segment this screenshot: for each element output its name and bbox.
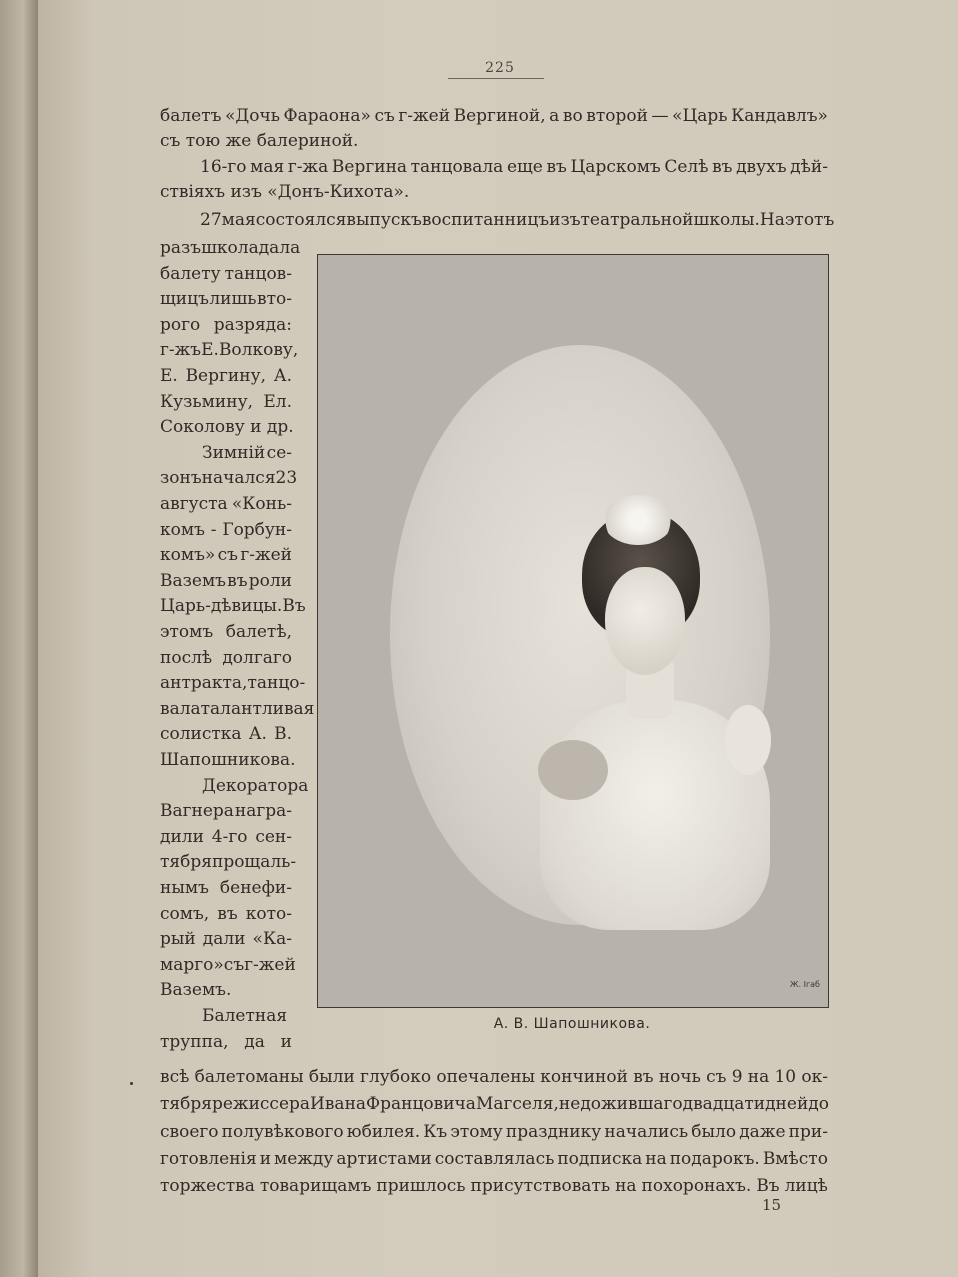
word: выпускъ [346,210,422,230]
text-line-bottom [160,1118,828,1146]
word: Балетная [202,1006,288,1026]
word: антракта, [160,673,248,693]
word: — [651,106,669,126]
word: на [615,1176,637,1196]
word: режиссера [211,1094,311,1114]
portrait-sleeve-right [725,705,771,775]
text-line-column [160,848,297,876]
word: 27 [200,210,222,230]
word: этому [450,1122,503,1142]
word: артистами [336,1149,432,1169]
word: сомъ, [160,904,210,924]
word: этомъ [160,622,214,642]
word: второй [586,106,648,126]
word: съ [217,545,238,565]
word: «Дочь [225,106,280,126]
word: Соколову и др. [160,417,294,437]
word: школа [201,238,259,258]
word: роли [248,571,292,591]
word: 23 [275,468,298,488]
word: еще [506,157,543,177]
word: Вергину, [185,366,266,386]
word: Ел. [263,392,292,412]
word: 9 [731,1067,743,1087]
word: Къ [423,1122,448,1142]
text-line-column [160,541,292,569]
word: А. [248,724,267,744]
text-line-column [160,464,298,492]
word: 4-го [211,827,248,847]
word: подписка [557,1149,643,1169]
text-line-column [160,516,292,544]
word: Магселя, [475,1094,559,1114]
portrait-sleeve-left [538,740,608,800]
word: балетоманы [194,1067,304,1087]
word: товарищамъ [259,1176,372,1196]
margin-mark [130,1082,133,1085]
text-line-top [160,178,828,206]
text-line-column [160,797,292,825]
word: г-жей [398,106,451,126]
text-line-column [160,644,292,672]
text-line-bottom [160,1145,828,1173]
word: театральной [580,210,694,230]
portrait-photo [317,254,829,1008]
word: двухъ [736,157,787,177]
word: - [210,520,217,540]
word: г-жа [287,157,329,177]
word: Е. [160,366,178,386]
word: рый [160,929,196,949]
word: комъ» [160,545,216,565]
word: балету [160,264,221,284]
text-line-column [160,490,292,518]
word: въ [633,1067,654,1087]
word: даже [739,1122,786,1142]
word: Вергиной, [453,106,546,126]
word: вто- [257,289,292,309]
word: Вагнера [160,801,234,821]
word: дили [160,827,204,847]
word: во [562,106,583,126]
word: дожившаго [580,1094,683,1114]
word: На [759,210,785,230]
word: тября [160,852,212,872]
text-line-column [160,1002,292,1030]
word: бенефи- [219,878,292,898]
word: начался [201,468,276,488]
word: комъ [160,520,205,540]
word: на [645,1149,667,1169]
word: нымъ [160,878,209,898]
word: Ивана [310,1094,367,1114]
word: Въ [756,1176,780,1196]
text-line-column [160,823,292,851]
word: августа [160,494,228,514]
text-line-top [160,102,828,130]
word: юбилея. [346,1122,421,1142]
text-line-column [160,1028,292,1056]
word: ночь [658,1067,701,1087]
photographer-signature: Ж. Ігаб [789,980,820,989]
word: Кузьмину, [160,392,253,412]
word: своего [160,1122,219,1142]
text-line-column [160,439,292,467]
word: состоялся [255,210,347,230]
word: воспитанницъ [421,210,550,230]
word: на [747,1067,770,1087]
word: А. [273,366,292,386]
word: марго» [160,955,224,975]
word: вала [160,699,201,719]
word: ствіяхъ изъ «Донъ-Кихота». [160,182,410,202]
word: въ [712,157,733,177]
word: «Ка- [252,929,292,949]
word: разряда: [213,315,292,335]
word: танцо- [247,673,306,693]
word: Въ [282,596,306,616]
word: разъ [160,238,202,258]
word: Кандавлъ» [731,106,828,126]
word: г-жей [244,955,296,975]
word: при- [788,1122,828,1142]
text-line-column [160,592,306,620]
word: Селѣ [664,157,709,177]
word: мая [250,157,285,177]
word: этотъ [784,210,835,230]
text-line-column [160,772,309,800]
word: Ваземъ [160,571,226,591]
word: присутствовать [470,1176,611,1196]
page-number: 225 [485,60,515,76]
word: Ваземъ. [160,980,232,1000]
text-line-top [160,127,828,155]
text-line-bottom [160,1063,828,1091]
word: не [558,1094,581,1114]
word: 10 [774,1067,797,1087]
text-line-column [160,976,292,1004]
word: а [549,106,560,126]
word: похоронахъ. [641,1176,752,1196]
word: да [244,1032,265,1052]
text-line-column [160,925,292,953]
text-line-column [160,669,306,697]
word: между [274,1149,334,1169]
word: дѣй- [790,157,828,177]
word: изъ [549,210,581,230]
word: танцов- [224,264,292,284]
word: Е. [201,340,219,360]
text-line-column [160,695,315,723]
text-line-column [160,388,292,416]
word: въ [227,571,248,591]
word: «Конь- [231,494,292,514]
sheet-signature-number: 15 [762,1196,782,1214]
word: балетъ [160,106,222,126]
word: сен- [255,827,292,847]
text-line-column [160,746,296,774]
text-line-column [160,900,292,928]
word: торжества [160,1176,255,1196]
word: пришлось [376,1176,466,1196]
text-line-column [160,260,292,288]
text-line-column [160,413,292,441]
word: въ [546,157,567,177]
word: лишь [209,289,257,309]
book-gutter [0,0,38,1277]
text-line-top [200,153,828,181]
portrait-oval-vignette [390,345,770,925]
text-line-column [160,336,299,364]
word: въ [217,904,238,924]
word: 16-го [200,157,247,177]
word: тября [160,1094,212,1114]
word: прощаль- [211,852,297,872]
text-line-column [160,874,292,902]
word: было [691,1122,737,1142]
word: кото- [245,904,292,924]
word: съ тою же балериной. [160,131,359,151]
word: г-жъ [160,340,202,360]
word: Царь-дѣвицы. [160,596,283,616]
word: зонъ [160,468,202,488]
word: кончиной [540,1067,628,1087]
word: дней [765,1094,809,1114]
word: щицъ [160,289,209,309]
word: дала [258,238,301,258]
portrait-hair-flower [603,495,673,545]
word: «Царь [672,106,728,126]
word: послѣ [160,648,213,668]
text-line-column [160,311,292,339]
word: всѣ [160,1067,190,1087]
photo-caption: А. В. Шапошникова. [493,1016,651,1032]
text-line-column [160,362,292,390]
word: подарокъ. [669,1149,760,1169]
word: В. [274,724,292,744]
word: и [259,1149,272,1169]
word: Вергина [331,157,408,177]
text-line-column [160,285,292,313]
text-line-column [160,234,301,262]
word: были [308,1067,355,1087]
word: до [808,1094,829,1114]
word: труппа, [160,1032,229,1052]
word: глубоко [360,1067,432,1087]
word: составлялась [434,1149,555,1169]
word: дали [202,929,246,949]
word: съ [706,1067,727,1087]
word: и [280,1032,292,1052]
word: Волкову, [218,340,299,360]
word: лицѣ [784,1176,828,1196]
word: начались [604,1122,689,1142]
word: Декоратора [202,776,309,796]
word: Шапошникова. [160,750,296,770]
word: Царскомъ [570,157,661,177]
word: мая [221,210,256,230]
word: съ [223,955,245,975]
text-line-column [160,618,292,646]
word: Горбун- [222,520,292,540]
word: г-жей [240,545,292,565]
word: опечалены [436,1067,536,1087]
word: готовленія [160,1149,257,1169]
word: Францовича [366,1094,476,1114]
word: долгаго [222,648,292,668]
word: празднику [505,1122,602,1142]
page-number-rule [448,78,544,79]
portrait-face [605,567,685,675]
word: балетѣ, [225,622,292,642]
word: талантливая [200,699,315,719]
word: школы. [693,210,760,230]
word: рого [160,315,201,335]
text-line-column [160,567,292,595]
word: танцовала [410,157,504,177]
word: полувѣкового [221,1122,344,1142]
word: двадцати [682,1094,766,1114]
word: Фараона» [283,106,371,126]
word: се- [266,443,292,463]
text-line-top [200,206,835,234]
word: Зимній [202,443,266,463]
text-line-column [160,951,296,979]
word: солистка [160,724,242,744]
word: ок- [801,1067,828,1087]
text-line-bottom [160,1172,828,1200]
word: Вмѣсто [762,1149,828,1169]
word: награ- [234,801,292,821]
word: съ [374,106,395,126]
text-line-bottom [160,1090,828,1118]
text-line-column [160,720,292,748]
